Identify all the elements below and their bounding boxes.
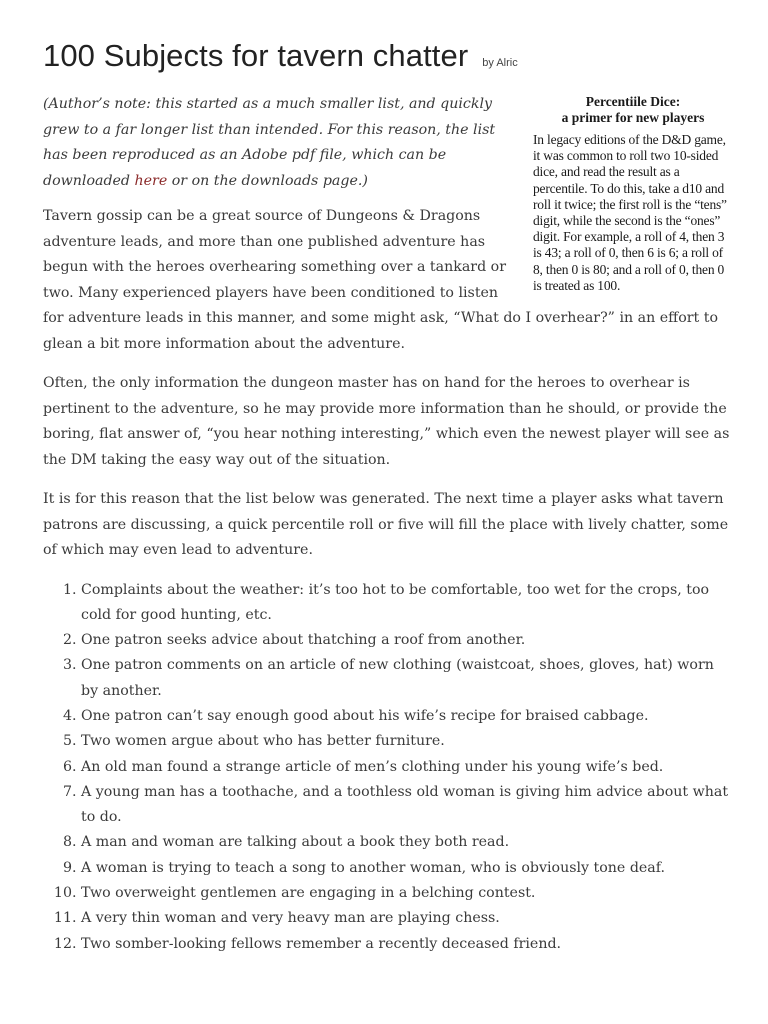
- list-item: 10. Two overweight gentlemen are engaging in a belching contest.: [81, 881, 733, 906]
- list-item: 9. A woman is trying to teach a song to another woman, who is obviously tone deaf.: [81, 856, 733, 881]
- intro-paragraph: Tavern gossip can be a great source of Dungeons & Dragons adventure leads, and more than one published adventure has begun with the heroes overhearing something over a tankard or two. Many experienced players have been conditioned to listen for adventure leads in this manner, and some might ask, “What do I overhear?” in an effort to glean a bit more information about the adventure.: [43, 208, 718, 352]
- chatter-list: [43, 578, 733, 957]
- list-item: 7. A young man has a toothache, and a toothless old woman is giving him advice about what to do.: [81, 780, 733, 831]
- article: [43, 38, 733, 957]
- list-item: 8. A man and woman are talking about a book they both read.: [81, 830, 733, 855]
- list-item: 2. One patron seeks advice about thatching a roof from another.: [81, 628, 733, 653]
- list-item: 12. Two somber-looking fellows remember a recently deceased friend.: [81, 932, 733, 957]
- sidebar-title: [533, 94, 733, 126]
- list-item: 3. One patron comments on an article of new clothing (waistcoat, shoes, gloves, hat) worn by another.: [81, 653, 733, 704]
- dm-paragraph: Often, the only information the dungeon master has on hand for the heroes to overhear is pertinent to the adventure, so he may provide more information than he should, or provide the boring, flat answer of, “you hear nothing interesting,” which even the newest player will see as the DM taking the easy way out of the situation.: [43, 375, 730, 468]
- author-note-text-after: or on the downloads page.): [167, 172, 368, 189]
- percentile-dice-sidebar: [533, 94, 733, 294]
- author-note-text-before: (Author’s note: this started as a much smaller list, and quickly grew to a far longer list than intended. For this reason, the list has been reproduced as an Adobe pdf file, which can be downloaded: [43, 96, 496, 189]
- list-item: 1. Complaints about the weather: it’s too hot to be comfortable, too wet for the crops, too cold for good hunting, etc.: [81, 578, 733, 629]
- title-row: [43, 38, 733, 74]
- page-title: 100 Subjects for tavern chatter: [43, 38, 469, 73]
- sidebar-text: In legacy editions of the D&D game, it was common to roll two 10-sided dice, and read the result as a percentile. To do this, take a d10 and roll it twice; the first roll is the “tens” digit, while the second is the “ones” digit. For example, a roll of 4, then 3 is 43; a roll of 0, then 6 is 6; a roll of 8, then 0 is 80; and a roll of 0, then 0 is treated as 100.: [533, 132, 727, 293]
- list-item: 11. A very thin woman and very heavy man are playing chess.: [81, 906, 733, 931]
- reason-paragraph: It is for this reason that the list below was generated. The next time a player asks what tavern patrons are discussing, a quick percentile roll or five will fill the place with lively chatter, some of which may even lead to adventure.: [43, 491, 729, 558]
- list-item: 6. An old man found a strange article of men’s clothing under his young wife’s bed.: [81, 755, 733, 780]
- byline: by Alric: [482, 57, 518, 69]
- sidebar-title-line2: a primer for new players: [561, 110, 705, 125]
- list-item: 4. One patron can’t say enough good about his wife’s recipe for braised cabbage.: [81, 704, 733, 729]
- download-here-link[interactable]: here: [134, 172, 168, 189]
- list-item: 5. Two women argue about who has better furniture.: [81, 729, 733, 754]
- sidebar-title-line1: Percentiile Dice:: [585, 94, 681, 109]
